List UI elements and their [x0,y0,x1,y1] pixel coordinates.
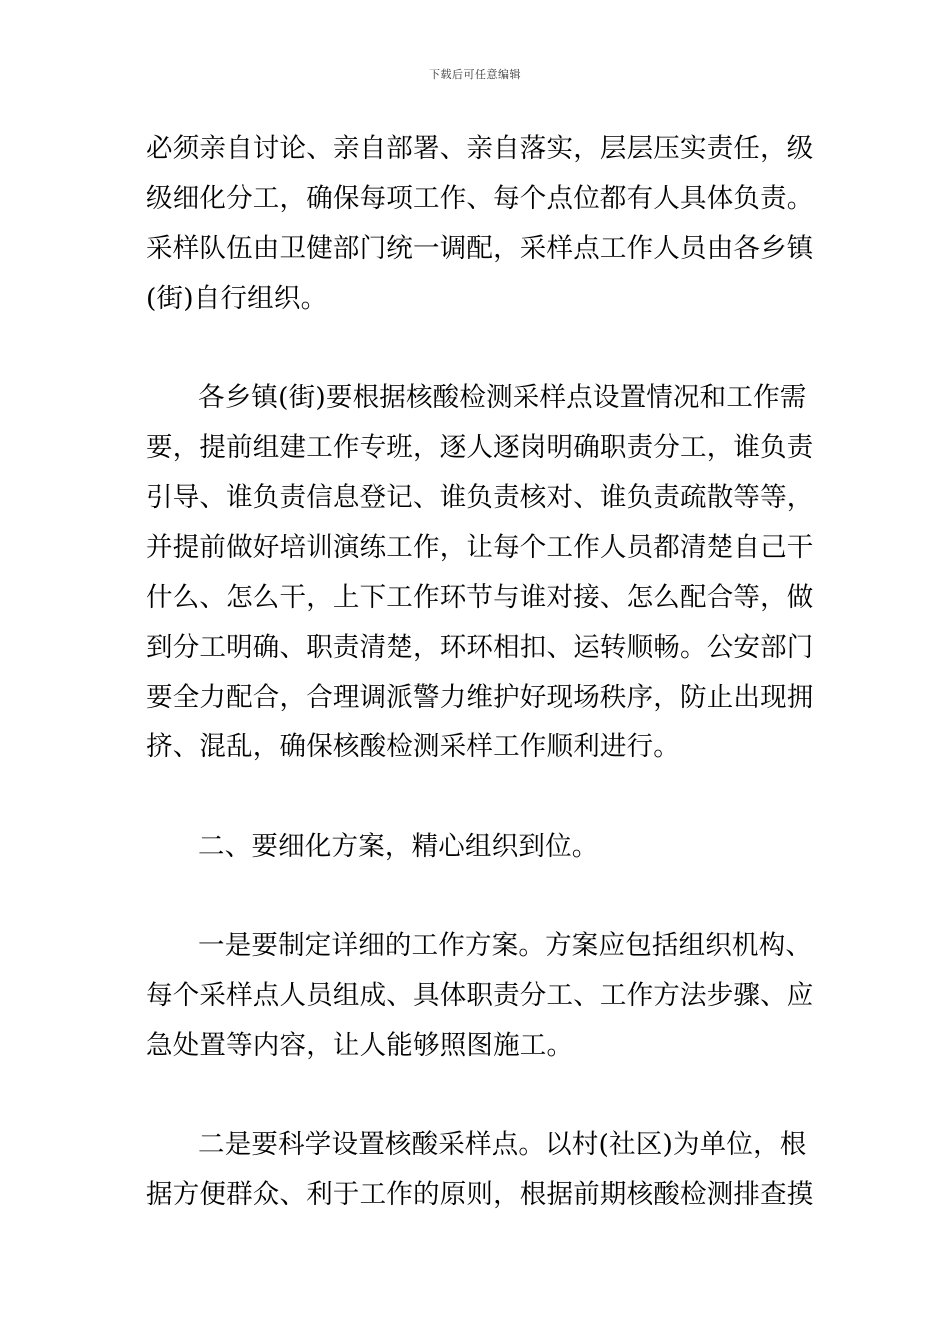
paragraph-1-line-4: (街)自行组织。 [146,283,328,314]
paragraph-2-line-2: 要，提前组建工作专班，逐人逐岗明确职责分工，谁负责 [146,432,814,463]
paragraph-5-line-2: 据方便群众、利于工作的原则，根据前期核酸检测排查摸 [146,1179,814,1210]
paragraph-5-line-1: 二是要科学设置核酸采样点。以村(社区)为单位，根 [198,1129,807,1160]
paragraph-2-line-6: 到分工明确、职责清楚，环环相扣、运转顺畅。公安部门 [146,632,814,663]
header-note: 下载后可任意编辑 [429,68,521,81]
paragraph-2-line-3: 引导、谁负责信息登记、谁负责核对、谁负责疏散等等， [146,482,814,513]
paragraph-4-line-1: 一是要制定详细的工作方案。方案应包括组织机构、 [198,930,813,961]
section-heading: 二、要细化方案，精心组织到位。 [198,831,599,862]
paragraph-4-line-2: 每个采样点人员组成、具体职责分工、工作方法步骤、应 [146,980,814,1011]
paragraph-1-line-3: 采样队伍由卫健部门统一调配，采样点工作人员由各乡镇 [146,233,814,264]
paragraph-1-line-2: 级细化分工，确保每项工作、每个点位都有人具体负责。 [146,183,814,214]
paragraph-2-line-8: 挤、混乱，确保核酸检测采样工作顺利进行。 [146,731,680,762]
paragraph-2-line-4: 并提前做好培训演练工作，让每个工作人员都清楚自己干 [146,532,814,563]
paragraph-1-line-1: 必须亲自讨论、亲自部署、亲自落实，层层压实责任，级 [146,133,814,164]
paragraph-4-line-3: 急处置等内容，让人能够照图施工。 [146,1030,574,1061]
paragraph-2-line-5: 什么、怎么干，上下工作环节与谁对接、怎么配合等，做 [146,582,814,613]
paragraph-2-line-7: 要全力配合，合理调派警力维护好现场秩序，防止出现拥 [146,682,814,713]
paragraph-2-line-1: 各乡镇(街)要根据核酸检测采样点设置情况和工作需 [198,382,807,413]
